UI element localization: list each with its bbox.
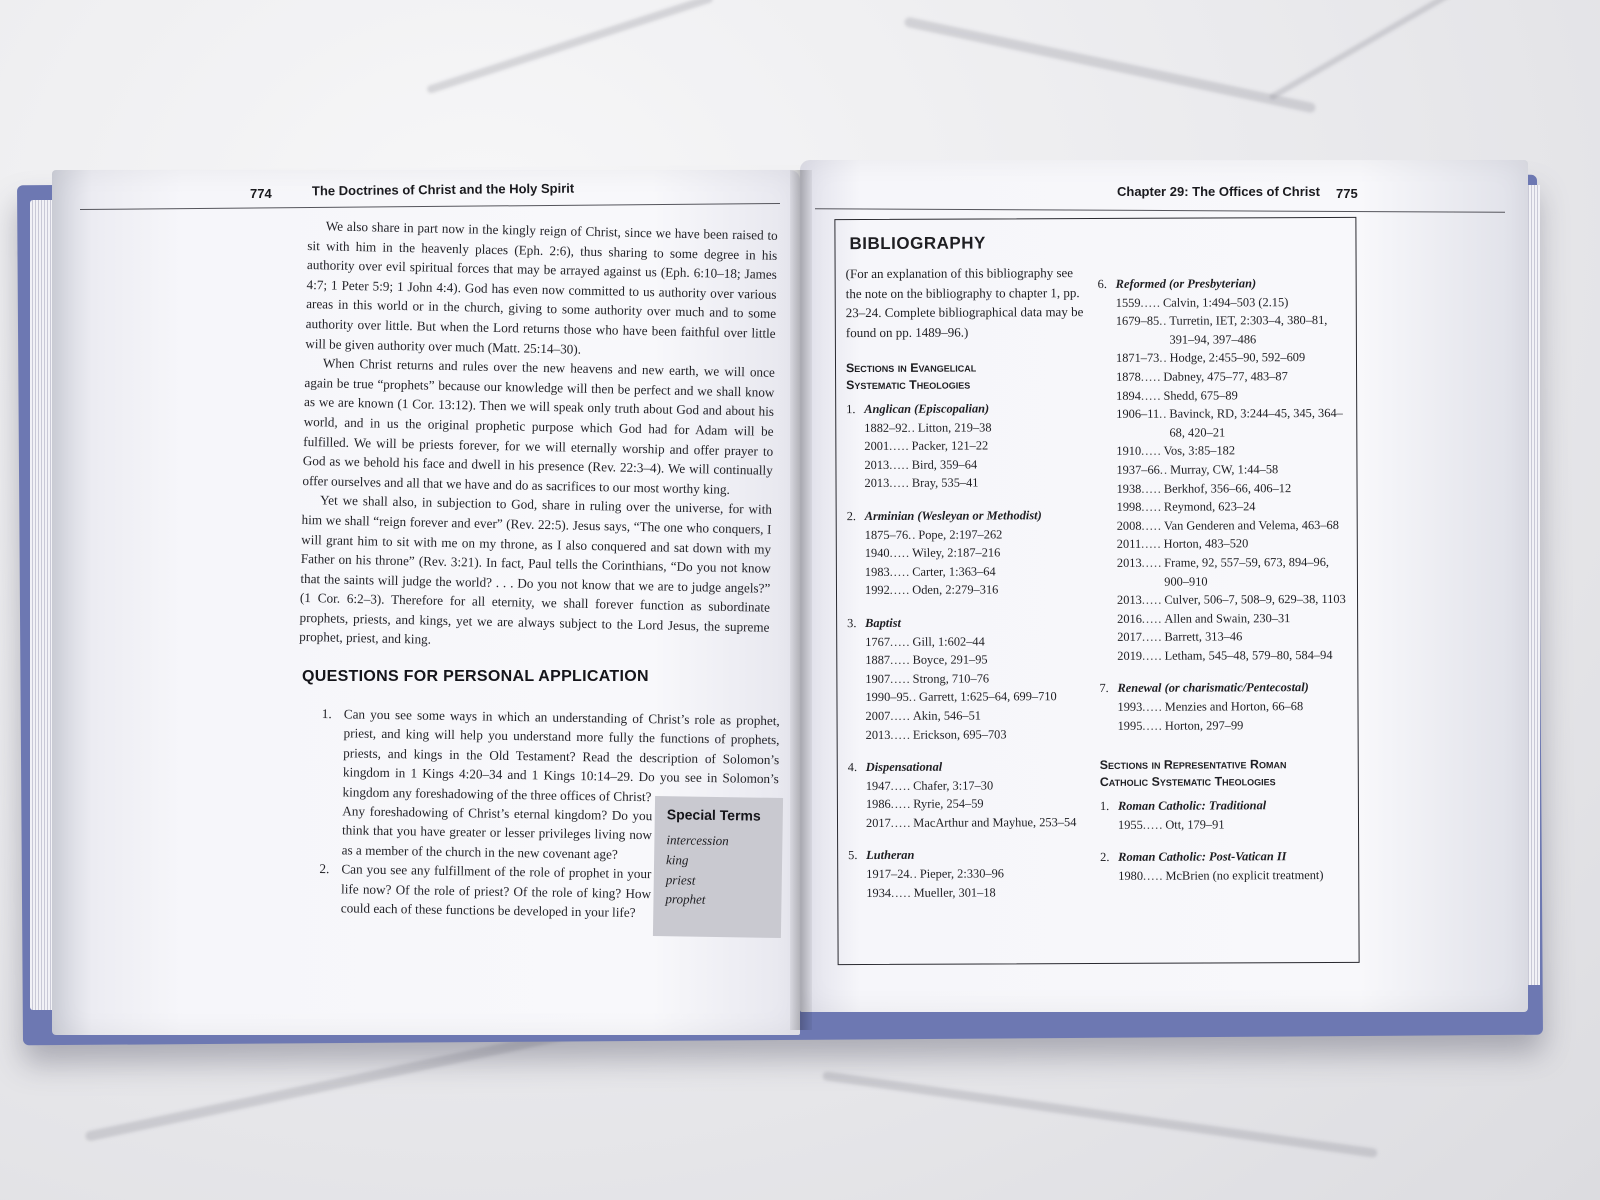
leader-dots: ..... bbox=[1142, 718, 1163, 733]
leader-dots: ..... bbox=[1141, 611, 1163, 626]
bibliography-entry bbox=[847, 650, 1097, 670]
spacer bbox=[1100, 742, 1350, 757]
entry-reference: Gill, 1:602–44 bbox=[912, 634, 985, 649]
bibliography-entry bbox=[846, 436, 1096, 456]
entry-year: 2011 bbox=[1116, 537, 1142, 552]
bibliography-entry bbox=[847, 687, 1097, 707]
left-groups bbox=[846, 399, 1098, 910]
entry-year: 2001 bbox=[864, 439, 890, 454]
leader-dots: ..... bbox=[1142, 699, 1163, 714]
leader-dots: ..... bbox=[1141, 518, 1163, 533]
bibliography-category bbox=[848, 757, 1098, 777]
entry-year: 2008 bbox=[1116, 518, 1142, 533]
bibliography-title: BIBLIOGRAPHY bbox=[849, 233, 986, 254]
entry-reference: Bray, 535–41 bbox=[911, 475, 979, 491]
bibliography-note: (For an explanation of this bibliography see the note on the bibliography to chapter 1, pp. 23–24. Complete bibliographical data may be found on pp. 1489–96.) bbox=[845, 265, 1084, 340]
bibliography-entry bbox=[1098, 385, 1348, 405]
group-gap bbox=[848, 743, 1098, 752]
entry-year: 1767 bbox=[865, 634, 891, 649]
entry-year: 1983 bbox=[864, 564, 890, 579]
right-groups bbox=[1098, 274, 1350, 743]
entry-year: 1882–92 bbox=[864, 420, 908, 435]
question-number: 2. bbox=[319, 861, 330, 877]
question-number: 1. bbox=[321, 705, 332, 722]
bibliography-entry bbox=[1099, 609, 1349, 629]
bibliography-entry bbox=[847, 669, 1097, 689]
leader-dots: .. bbox=[907, 420, 916, 435]
entry-year: 1906–11 bbox=[1116, 406, 1160, 422]
entry-reference: McBrien (no explicit treatment) bbox=[1165, 868, 1324, 883]
question-text: Can you see any fulfillment of the role of prophet in your life now? Of the role of priest? Of the role of king? How could each of these functions be developed in your life? bbox=[340, 861, 652, 921]
entry-reference: MacArthur and Mayhue, 253–54 bbox=[913, 814, 1077, 830]
entry-year: 2019 bbox=[1117, 648, 1143, 663]
entry-reference: Bird, 359–64 bbox=[911, 457, 978, 472]
leader-dots: ..... bbox=[1141, 499, 1162, 514]
entry-year: 1679–85 bbox=[1115, 313, 1160, 329]
special-terms-list bbox=[665, 830, 729, 910]
entry-year: 1875–76 bbox=[864, 527, 909, 542]
leader-dots: ..... bbox=[890, 815, 912, 830]
bibliography-entry bbox=[847, 543, 1097, 563]
bibliography-entry bbox=[847, 562, 1097, 582]
entry-reference: Erickson, 695–703 bbox=[912, 726, 1007, 742]
entry-reference: Letham, 545–48, 579–80, 584–94 bbox=[1164, 647, 1333, 663]
bibliography-entry bbox=[1098, 311, 1348, 349]
leader-dots: .. bbox=[908, 690, 918, 705]
special-term: king bbox=[665, 851, 689, 868]
leader-dots: ..... bbox=[890, 652, 911, 668]
entry-year: 1894 bbox=[1116, 388, 1141, 403]
bibliography-category bbox=[1098, 274, 1348, 294]
leader-dots: ..... bbox=[1140, 369, 1162, 384]
body-text bbox=[299, 216, 778, 657]
bibliography-entry bbox=[848, 813, 1098, 833]
group-gap bbox=[1099, 664, 1349, 673]
group-gap bbox=[848, 901, 1098, 910]
bibliography-right-column bbox=[1098, 268, 1351, 894]
entry-year: 1990–95 bbox=[865, 690, 909, 705]
marble-vein bbox=[84, 1028, 575, 1142]
bibliography-entry bbox=[847, 525, 1097, 545]
bibliography-entry bbox=[1098, 292, 1348, 312]
question-text: Any foreshadowing of Christ’s eternal kingdom? Do you think that you have greater or lesser privileges living now as a member of the church in the new covenant age? bbox=[341, 803, 653, 862]
special-term: intercession bbox=[666, 832, 729, 849]
leader-dots: ..... bbox=[1141, 537, 1162, 552]
bibliography-category bbox=[1100, 796, 1350, 816]
entry-reference: Garrett, 1:625–64, 699–710 bbox=[919, 689, 1057, 705]
special-terms-box bbox=[653, 796, 783, 938]
entry-year: 1992 bbox=[864, 583, 890, 598]
entry-year: 1559 bbox=[1115, 295, 1141, 310]
bibliography-category bbox=[1100, 847, 1350, 867]
category-name: Arminian (Wesleyan or Methodist) bbox=[864, 508, 1042, 523]
marble-vein bbox=[1269, 0, 1532, 101]
entry-year: 1940 bbox=[864, 546, 890, 561]
bibliography-entry bbox=[848, 864, 1098, 884]
bibliography-category bbox=[1099, 678, 1349, 698]
bibliography-entry bbox=[1099, 553, 1349, 591]
entry-year: 1998 bbox=[1116, 499, 1142, 515]
group-gap bbox=[1100, 833, 1350, 842]
bibliography-entry bbox=[1100, 716, 1350, 736]
special-terms-title: Special Terms bbox=[666, 806, 761, 824]
bibliography-left-column bbox=[846, 359, 1098, 910]
group-gap bbox=[847, 599, 1097, 608]
page-number-right: 775 bbox=[1336, 186, 1358, 201]
category-number: 6. bbox=[1097, 276, 1107, 291]
leader-dots: ..... bbox=[889, 457, 910, 472]
entry-reference: Menzies and Horton, 66–68 bbox=[1164, 699, 1304, 714]
entry-year: 1910 bbox=[1116, 444, 1142, 459]
category-name: Baptist bbox=[865, 615, 901, 630]
category-number: 1. bbox=[846, 402, 856, 417]
entry-reference: Allen and Swain, 230–31 bbox=[1164, 610, 1291, 626]
bibliography-category bbox=[847, 506, 1097, 526]
entry-reference: Turretin, IET, 2:303–4, 380–81, 391–94, 397–486 bbox=[1169, 313, 1328, 347]
page-number-left: 774 bbox=[250, 186, 272, 201]
category-number: 4. bbox=[847, 760, 858, 775]
bibliography-entry bbox=[1099, 646, 1349, 666]
leader-dots: ..... bbox=[890, 778, 912, 793]
heading-line: Systematic Theologies bbox=[846, 377, 971, 393]
leader-dots: .. bbox=[1159, 462, 1169, 477]
entry-reference: Pope, 2:197–262 bbox=[918, 526, 1003, 542]
entry-reference: Strong, 710–76 bbox=[912, 671, 990, 686]
category-number: 1. bbox=[1099, 799, 1110, 814]
catholic-heading bbox=[1100, 756, 1350, 791]
bibliography-entry bbox=[1099, 497, 1349, 517]
entry-year: 2013 bbox=[864, 476, 890, 491]
bibliography-category bbox=[848, 845, 1098, 865]
special-term: priest bbox=[665, 871, 696, 888]
heading-line: Catholic Systematic Theologies bbox=[1099, 774, 1276, 790]
bibliography-entry bbox=[1100, 815, 1350, 835]
bibliography-entry bbox=[848, 794, 1098, 814]
group-gap bbox=[848, 831, 1098, 840]
entry-reference: Culver, 506–7, 508–9, 629–38, 1103 bbox=[1164, 592, 1346, 607]
entry-reference: Shedd, 675–89 bbox=[1163, 387, 1238, 403]
entry-reference: Hodge, 2:455–90, 592–609 bbox=[1169, 350, 1306, 366]
entry-year: 1947 bbox=[865, 778, 891, 793]
entry-year: 1993 bbox=[1117, 699, 1143, 714]
evangelical-heading bbox=[846, 359, 1096, 394]
paragraph: Yet we shall also, in subjection to God, share in ruling over the universe, for with him we shall “reign forever and ever” (Rev. 22:5). Jesus says, “The one who conquers, I will grant him to sit with me on my throne, as I also conquered and sat down with my Father on his throne” (Rev. 3:21). In fact, Paul tells the Corinthians, “Do you not know that the saints will judge the world? . . . Do you not know that we are to judge angels?” (1 Cor. 6:2–3). Therefore for all eternity, we shall forever function as subordinate prophets, priests, and kings, yet we are always subject to the Lord Jesus, the supreme prophet, priest, and king. bbox=[299, 492, 773, 648]
entry-reference: Litton, 219–38 bbox=[917, 420, 992, 435]
entry-reference: Vos, 3:85–182 bbox=[1163, 443, 1236, 459]
bibliography-box bbox=[834, 217, 1359, 965]
section-heading: QUESTIONS FOR PERSONAL APPLICATION bbox=[302, 668, 649, 685]
category-number: 2. bbox=[1100, 850, 1110, 865]
entry-year: 1995 bbox=[1117, 718, 1143, 733]
leader-dots: ..... bbox=[889, 583, 911, 598]
entry-reference: Horton, 297–99 bbox=[1164, 718, 1244, 733]
entry-reference: Carter, 1:363–64 bbox=[912, 564, 996, 579]
category-name: Anglican (Episcopalian) bbox=[864, 401, 990, 417]
entry-year: 1878 bbox=[1116, 369, 1141, 384]
bibliography-category bbox=[847, 613, 1097, 633]
entry-reference: Mueller, 301–18 bbox=[913, 885, 996, 900]
entry-reference: Bavinck, RD, 3:244–45, 345, 364–68, 420–21 bbox=[1169, 406, 1343, 440]
entry-reference: Horton, 483–520 bbox=[1163, 536, 1249, 552]
leader-dots: .. bbox=[1159, 351, 1168, 366]
leader-dots: ..... bbox=[890, 671, 911, 686]
heading-line: Sections in Representative Roman bbox=[1099, 757, 1287, 773]
category-name: Roman Catholic: Post-Vatican II bbox=[1118, 849, 1287, 865]
entry-reference: Wiley, 2:187–216 bbox=[912, 545, 1001, 560]
entry-reference: Calvin, 1:494–503 (2.15) bbox=[1162, 294, 1289, 310]
leader-dots: ..... bbox=[1142, 648, 1163, 663]
entry-year: 1937–66 bbox=[1116, 462, 1160, 477]
entry-reference: Packer, 121–22 bbox=[911, 438, 989, 453]
bibliography-entry bbox=[1099, 516, 1349, 536]
category-number: 5. bbox=[848, 848, 858, 863]
entry-year: 1986 bbox=[865, 797, 891, 812]
entry-reference: Barrett, 313–46 bbox=[1164, 629, 1243, 644]
paragraph: When Christ returns and rules over the new heavens and new earth, we will once again be true “prophets” because our knowledge will then be perfect and we shall know as we are known (1 Cor. 13:12). Then we will speak only truth about God and about his world, and in us the original prophetic purpose which God had for Adam will be fulfilled. We will be priests forever, for we will eternally worship and offer prayer to God as we behold his face and dwell in his presence (Rev. 22:3–4). We will continually offer ourselves and all that we have and do as sacrifices to our most worthy king. bbox=[302, 355, 775, 497]
category-name: Renewal (or charismatic/Pentecostal) bbox=[1117, 680, 1309, 696]
entry-reference: Akin, 546–51 bbox=[912, 708, 982, 723]
leader-dots: ..... bbox=[1142, 817, 1164, 832]
bibliography-entry bbox=[1098, 367, 1348, 387]
running-title-left: The Doctrines of Christ and the Holy Spirit bbox=[311, 180, 575, 199]
entry-year: 1917–24 bbox=[866, 866, 910, 882]
category-name: Lutheran bbox=[866, 848, 915, 863]
entry-reference: Murray, CW, 1:44–58 bbox=[1170, 462, 1279, 477]
marble-vein bbox=[904, 16, 1317, 113]
bibliography-entry bbox=[1098, 348, 1348, 368]
leader-dots: ..... bbox=[1140, 295, 1162, 310]
bibliography-entry bbox=[846, 418, 1096, 438]
entry-year: 2016 bbox=[1117, 611, 1142, 626]
bibliography-entry bbox=[1099, 590, 1349, 610]
category-name: Reformed (or Presbyterian) bbox=[1115, 276, 1257, 291]
bibliography-entry bbox=[848, 776, 1098, 796]
entry-year: 1955 bbox=[1117, 817, 1143, 832]
bibliography-entry bbox=[1099, 478, 1349, 498]
leader-dots: .. bbox=[1159, 313, 1168, 328]
entry-reference: Reymond, 623–24 bbox=[1163, 499, 1256, 514]
category-number: 7. bbox=[1099, 681, 1109, 696]
leader-dots: ..... bbox=[1140, 388, 1162, 403]
leader-dots: ..... bbox=[889, 439, 910, 454]
entry-reference: Chafer, 3:17–30 bbox=[913, 778, 994, 793]
group-gap bbox=[847, 492, 1097, 501]
entry-year: 1907 bbox=[865, 671, 891, 686]
bibliography-entry bbox=[848, 724, 1098, 744]
marble-vein bbox=[426, 0, 714, 94]
bibliography-entry bbox=[1098, 441, 1348, 461]
category-number: 3. bbox=[847, 615, 857, 631]
bibliography-entry bbox=[1099, 534, 1349, 554]
entry-reference: Berkhof, 356–66, 406–12 bbox=[1163, 480, 1292, 496]
entry-reference: Oden, 2:279–316 bbox=[912, 582, 999, 598]
entry-reference: Ryrie, 254–59 bbox=[913, 796, 984, 812]
bibliography-entry bbox=[1098, 460, 1348, 480]
bibliography-entry bbox=[1100, 866, 1350, 886]
leader-dots: ..... bbox=[889, 564, 911, 579]
leader-dots: ..... bbox=[891, 885, 912, 900]
catholic-groups bbox=[1100, 796, 1350, 893]
entry-year: 1938 bbox=[1116, 481, 1142, 496]
category-name: Dispensational bbox=[865, 759, 943, 775]
leader-dots: .. bbox=[1159, 406, 1168, 421]
leader-dots: ..... bbox=[890, 727, 911, 742]
entry-year: 2007 bbox=[865, 708, 891, 723]
book-gutter bbox=[790, 170, 812, 1030]
bibliography-entry bbox=[1098, 404, 1348, 442]
entry-year: 2013 bbox=[1116, 555, 1142, 570]
leader-dots: ..... bbox=[1141, 592, 1163, 607]
entry-year: 2013 bbox=[864, 457, 890, 472]
entry-year: 1980 bbox=[1118, 868, 1144, 883]
leader-dots: ..... bbox=[889, 634, 911, 649]
special-term: prophet bbox=[665, 891, 706, 908]
bibliography-entry bbox=[848, 883, 1098, 903]
bibliography-entry bbox=[846, 455, 1096, 475]
entry-year: 2017 bbox=[1117, 630, 1143, 645]
leader-dots: ..... bbox=[1141, 481, 1162, 496]
question-item bbox=[320, 704, 779, 808]
entry-reference: Frame, 92, 557–59, 673, 894–96, 900–910 bbox=[1164, 554, 1330, 589]
leader-dots: ..... bbox=[1141, 555, 1163, 570]
leader-dots: ..... bbox=[1141, 444, 1162, 459]
paragraph: We also share in part now in the kingly reign of Christ, since we have been raised to sit with him in the heavenly places (Eph. 2:6), thus sharing to some degree in his authority over evil spiritual forces that may be arrayed against us (Eph. 6:10–18; James 4:7; 1 Peter 5:9; 1 John 4:4). God has even now committed to us authority over various areas in this world or in the church, giving to some authority over much and to some authority over little. But when the Lord returns those who have been faithful over little will be given authority over much (Matt. 25:14–30). bbox=[305, 218, 778, 357]
bibliography-entry bbox=[1099, 627, 1349, 647]
bibliography-entry bbox=[1099, 697, 1349, 717]
marble-vein bbox=[822, 1071, 1378, 1158]
leader-dots: ..... bbox=[889, 476, 910, 491]
heading-line: Sections in Evangelical bbox=[845, 360, 977, 376]
bibliography-entry bbox=[848, 706, 1098, 726]
leader-dots: ..... bbox=[890, 708, 911, 723]
bibliography-entry bbox=[847, 580, 1097, 600]
question-text: Can you see some ways in which an understanding of Christ’s role as prophet, priest, and king will help you understand more fully the functions of prophets, priests, and kings in the Old Testament? Read the description of Solomon’s kingdom in 1 Kings 4:20–34 and 1 Kings 10:14–29. Do you see in Solomon’s kingdom any foreshadowing of the three offices of Christ? bbox=[342, 706, 780, 804]
entry-year: 1871–73 bbox=[1115, 351, 1160, 366]
leader-dots: ..... bbox=[889, 545, 911, 561]
entry-year: 2013 bbox=[865, 727, 891, 742]
bibliography-category bbox=[846, 399, 1096, 419]
entry-year: 2017 bbox=[865, 815, 891, 830]
running-title-right: Chapter 29: The Offices of Christ bbox=[1117, 184, 1320, 199]
group-gap bbox=[1100, 885, 1350, 894]
entry-reference: Ott, 179–91 bbox=[1165, 817, 1225, 832]
leader-dots: .. bbox=[909, 866, 918, 881]
entry-reference: Dabney, 475–77, 483–87 bbox=[1163, 369, 1288, 384]
entry-reference: Van Genderen and Velema, 463–68 bbox=[1163, 517, 1339, 533]
entry-reference: Pieper, 2:330–96 bbox=[919, 866, 1005, 881]
leader-dots: ..... bbox=[890, 797, 912, 812]
leader-dots: ..... bbox=[1141, 629, 1163, 645]
bibliography-entry bbox=[847, 632, 1097, 652]
entry-year: 1887 bbox=[865, 653, 891, 668]
leader-dots: .. bbox=[908, 527, 917, 542]
category-name: Roman Catholic: Traditional bbox=[1117, 798, 1267, 814]
category-number: 2. bbox=[846, 509, 856, 524]
entry-year: 1934 bbox=[866, 885, 892, 900]
entry-reference: Boyce, 291–95 bbox=[912, 652, 988, 667]
leader-dots: ..... bbox=[1142, 868, 1164, 883]
bibliography-entry bbox=[846, 473, 1096, 493]
entry-year: 2013 bbox=[1117, 592, 1142, 608]
